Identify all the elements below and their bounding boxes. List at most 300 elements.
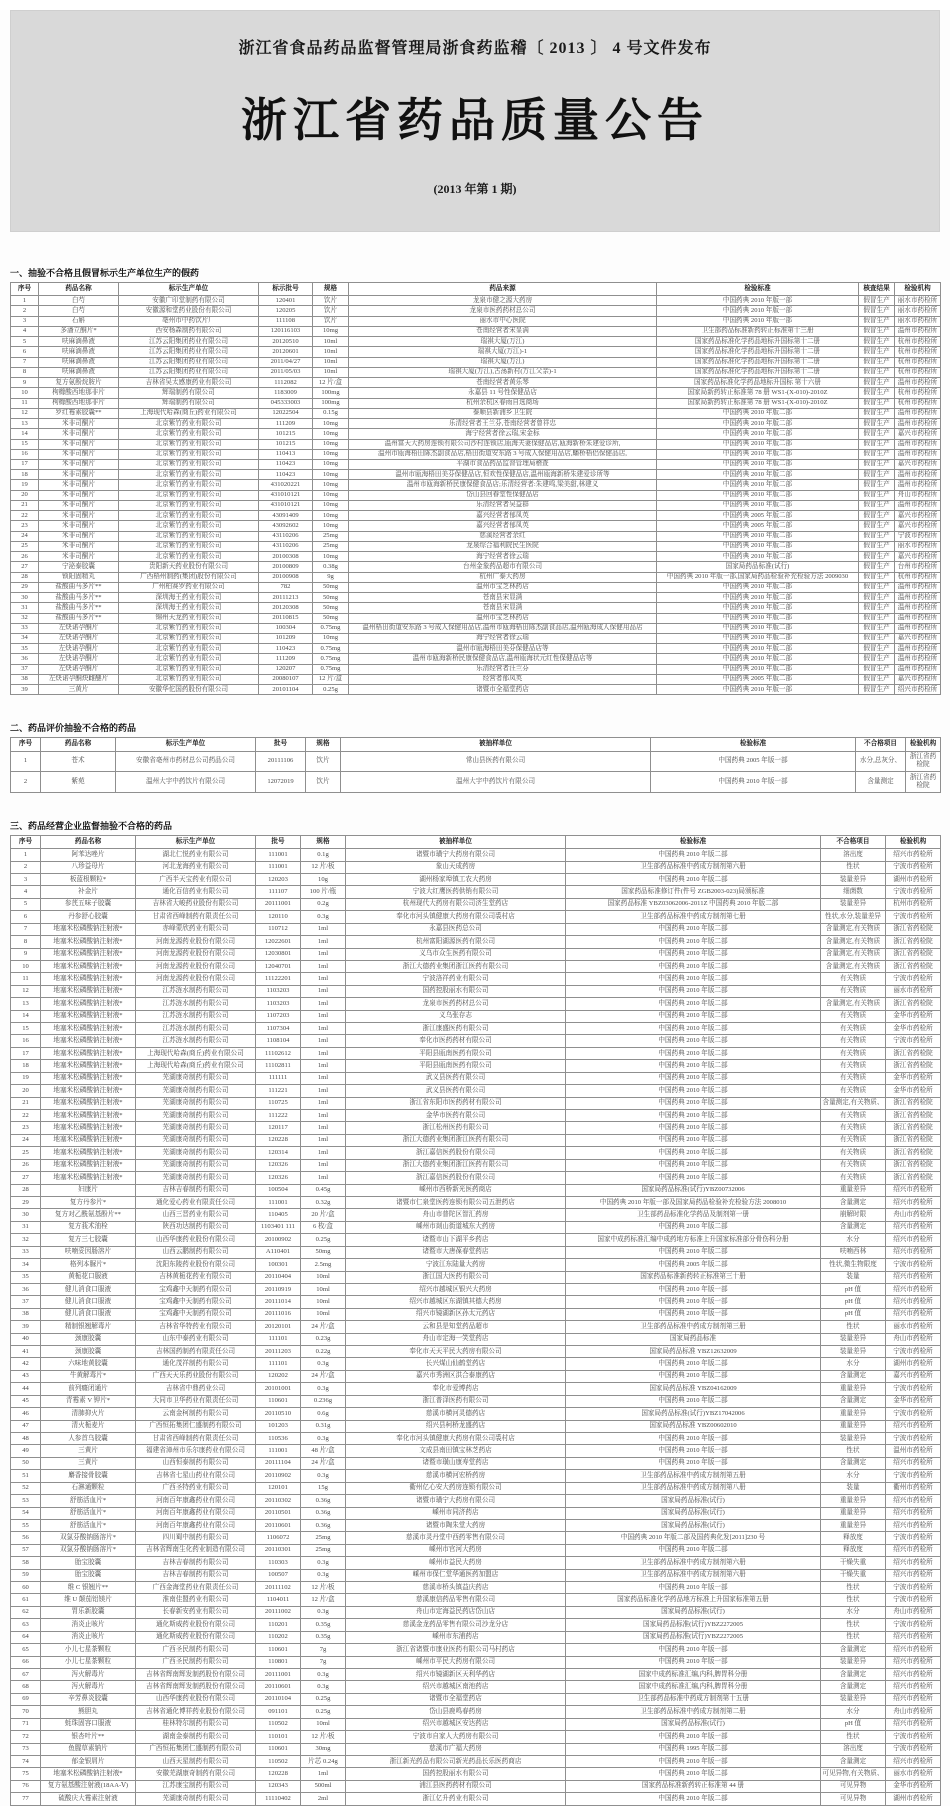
table-cell: 55 <box>11 1519 41 1531</box>
column-header: 序号 <box>11 738 41 751</box>
table-cell: 溶出度 <box>821 1743 886 1755</box>
table-cell: 诸暨市陶朱堂大药房 <box>346 1519 566 1531</box>
table-cell: 9g <box>313 572 349 582</box>
table-cell: 江苏涟水制药有限公司 <box>136 1023 256 1035</box>
table-cell: 中国药典 2010 年版一部 <box>657 685 859 695</box>
table-cell: 1ml <box>301 923 346 935</box>
table-cell: 6 枚/盒 <box>301 1221 346 1233</box>
section-title: 三、药品经营企业监督抽验不合格的药品 <box>10 820 173 831</box>
table-cell: 假冒生产 <box>859 398 895 408</box>
table-cell: 乐清经营者王兰芬,苍南经营者曾祥忠 <box>349 419 657 429</box>
table-cell: 20111104 <box>256 1457 301 1469</box>
column-header: 检验标准 <box>566 835 821 848</box>
table-cell: 3 <box>11 316 39 326</box>
table-cell: 芜湖康奇制药有限公司 <box>136 1793 256 1805</box>
table-cell: 46 <box>11 1408 41 1420</box>
table-cell: 广西恒拓集团仁盛制药有限公司 <box>136 1743 256 1755</box>
table-cell: 盐酸曲马多片** <box>39 593 119 603</box>
table-cell: 有关物质 <box>821 1060 886 1072</box>
table-cell: 绍兴市药检所 <box>886 1234 941 1246</box>
table-cell: 中国药典 2010 年版二部及国药典化发[2011]230 号 <box>566 1532 821 1544</box>
table-cell: 崩解时限 <box>821 1209 886 1221</box>
table-cell: 宝鸡鑫中天制药有限公司 <box>136 1296 256 1308</box>
table-cell: 中国药典 2010 年版二部 <box>657 603 859 613</box>
table-cell: 地塞米松磷酸钠注射液* <box>41 1023 136 1035</box>
table-cell: 2011/04/27 <box>259 357 313 367</box>
table-cell: 12 片/盒 <box>313 378 349 388</box>
table-cell: 浙江省药检院 <box>906 751 941 772</box>
table-cell: 假冒生产 <box>859 449 895 459</box>
table-cell: 含量测定,有关物质 <box>821 948 886 960</box>
table-cell: 1107304 <box>256 1023 301 1035</box>
table-cell: 双氯芬酸钠肠溶片* <box>41 1532 136 1544</box>
table-cell: 嵊州市平民大药房有限公司 <box>346 1656 566 1668</box>
table-cell: 甘肃省西峰制药有限责任公司 <box>136 1432 256 1444</box>
table-cell: 苍南县宋显满 <box>349 603 657 613</box>
table-cell: 110725 <box>256 1097 301 1109</box>
table-cell: 海宁经营者徐云瑞 <box>349 552 657 562</box>
table-cell: 杭州市药检所 <box>895 572 941 582</box>
table-cell: 地塞米松磷酸钠注射液* <box>41 1147 136 1159</box>
table-cell: 中国药典 2010 年版二部 <box>657 644 859 654</box>
table-cell: 10mg <box>313 326 349 336</box>
table-cell: 龙泉市健之源大药房 <box>349 296 657 306</box>
table-cell: 人参首乌胶囊 <box>41 1432 136 1444</box>
table-cell: 12 片/盒 <box>313 674 349 684</box>
table-cell: 嘉兴市秀洲区洪合泰康药店 <box>346 1370 566 1382</box>
table-cell: 上海现代哈森(商丘)药业有限公司 <box>136 1060 256 1072</box>
table-cell: 重量差异 <box>821 1519 886 1531</box>
table-cell: 12072019 <box>256 772 306 793</box>
business-supervision-table <box>10 835 941 1806</box>
table-row <box>11 1681 941 1693</box>
table-cell: 假冒生产 <box>859 623 895 633</box>
table-row <box>11 998 941 1010</box>
table-cell: 国家局药品标准(试行)YBZ2272005 <box>566 1619 821 1631</box>
table-cell: 地塞米松磷酸钠注射液* <box>41 1172 136 1184</box>
table-row <box>11 1793 941 1805</box>
table-cell: 20120308 <box>259 603 313 613</box>
table-cell: 有关物质 <box>821 1085 886 1097</box>
table-header-row <box>11 738 941 751</box>
table-cell: 假冒生产 <box>859 664 895 674</box>
issuer-line: 浙江省食品药品监督管理局浙食药监稽〔 2013 〕 4 号文件发布 <box>238 40 712 57</box>
table-cell: 中国药典 2010 年版一部 <box>566 1731 821 1743</box>
table-cell: 浙江省药检院 <box>886 1159 941 1171</box>
table-cell: 温州市药检所 <box>895 439 941 449</box>
table-cell: 北京紫竹药业有限公司 <box>119 439 259 449</box>
table-cell: 嵊州市东浦药店 <box>346 1631 566 1643</box>
table-cell: 丽水市药检所 <box>895 316 941 326</box>
table-row <box>11 1519 941 1531</box>
column-header: 规格 <box>313 283 349 296</box>
table-cell: 江苏云阳集团药业有限公司 <box>119 357 259 367</box>
table-cell: 白芍 <box>39 296 119 306</box>
table-cell: 中国药典 2010 年版一部 <box>566 1445 821 1457</box>
table-cell: 1ml <box>301 936 346 948</box>
table-cell: 54 <box>11 1507 41 1519</box>
table-cell: 呋麻滴鼻液 <box>39 357 119 367</box>
table-cell: 有关物质 <box>821 1122 886 1134</box>
table-cell: 诸暨市全福堂药店 <box>346 1693 566 1705</box>
table-cell: 长春新安药业有限公司 <box>136 1606 256 1618</box>
table-cell: 有关物质 <box>821 985 886 997</box>
table-cell: 假冒生产 <box>859 439 895 449</box>
table-cell: 贵阳新天药业股份有限公司 <box>119 562 259 572</box>
table-cell: 中国药典 2010 年版二部 <box>566 1023 821 1035</box>
table-row <box>11 1507 941 1519</box>
table-cell: 泰顺县新浦乡卫生院 <box>349 408 657 418</box>
table-cell: 120207 <box>259 664 313 674</box>
table-row <box>11 1246 941 1258</box>
table-cell: 地塞米松磷酸钠注射液* <box>41 960 136 972</box>
table-cell: 国家中成药标准汇编,内科,脾胃科分册 <box>566 1681 821 1693</box>
table-cell: 丽水市中心医院 <box>349 316 657 326</box>
table-row <box>11 326 941 336</box>
table-row <box>11 337 941 347</box>
table-cell: 51 <box>11 1470 41 1482</box>
table-cell: 通化斯威药业股份有限公司 <box>136 1619 256 1631</box>
table-cell: 米非司酮片 <box>39 449 119 459</box>
table-cell: 米非司酮片 <box>39 480 119 490</box>
table-row <box>11 644 941 654</box>
table-cell: 北京紫竹药业有限公司 <box>119 419 259 429</box>
table-row <box>11 1544 941 1556</box>
column-header: 规格 <box>306 738 341 751</box>
table-cell: 假冒生产 <box>859 685 895 695</box>
column-header: 检验标准 <box>657 283 859 296</box>
table-cell: 中国药典 2010 年版一部及国家局药品检验补充检验方法 2008010 <box>566 1196 821 1208</box>
table-cell: 26 <box>11 1159 41 1171</box>
table-row <box>11 1209 941 1221</box>
table-row <box>11 1718 941 1730</box>
table-cell: 中国药典 2010 年版一部 <box>566 1755 821 1767</box>
table-cell: 含量测定,有关物质 <box>821 998 886 1010</box>
table-cell: 中国药典 2010 年版二部 <box>657 582 859 592</box>
table-row <box>11 316 941 326</box>
table-cell: 111209 <box>259 654 313 664</box>
table-cell: 110423 <box>259 470 313 480</box>
table-cell: 复方氨酚烷胺片 <box>39 378 119 388</box>
table-cell: 嘉兴市药检所 <box>895 552 941 562</box>
table-cell: 绍兴市药检所 <box>886 1221 941 1233</box>
table-cell: 小儿七星茶颗粒 <box>41 1644 136 1656</box>
table-cell: 2.5mg <box>301 1259 346 1271</box>
page-title: 浙江省药品质量公告 <box>241 95 709 146</box>
table-cell: 绍兴市药检所 <box>886 1557 941 1569</box>
table-cell: 释放度 <box>821 1532 886 1544</box>
table-cell: 20111203 <box>256 1346 301 1358</box>
table-cell: 舒筋活血片* <box>41 1507 136 1519</box>
table-cell: 呋麻滴鼻液 <box>39 337 119 347</box>
table-cell: 杭州广泰大药房 <box>349 572 657 582</box>
table-cell: 细菌数 <box>821 886 886 898</box>
table-cell: 罗红霉素胶囊** <box>39 408 119 418</box>
table-cell: 卫生部药品标准中药成方制剂第十五册 <box>566 1693 821 1705</box>
table-cell: 国家局药品标准 <box>566 1333 821 1345</box>
table-cell: 卫生部药品标准新药转正标准第十三册 <box>657 326 859 336</box>
table-cell: 吉林省大峻药业股份有限公司 <box>136 898 256 910</box>
table-cell: 1ml <box>301 1085 346 1097</box>
table-cell: 中国药典 2010 年版二部 <box>657 633 859 643</box>
table-cell: 38 <box>11 674 39 684</box>
table-cell: 绍兴市药检所 <box>886 1644 941 1656</box>
table-cell: 中国药典 2010 年版二部 <box>566 985 821 997</box>
table-cell: 绍兴市药检所 <box>886 1308 941 1320</box>
table-row <box>11 664 941 674</box>
table-cell: 嵊州市官河大药房 <box>346 1544 566 1556</box>
table-cell: 7 <box>11 923 41 935</box>
table-cell: 平阳县瓯南医药有限公司 <box>346 1060 566 1072</box>
table-cell: 义乌市众生医药有限公司 <box>346 948 566 960</box>
table-cell: 乐清经营者吴益群 <box>349 500 657 510</box>
table-cell: 31 <box>11 1221 41 1233</box>
table-row <box>11 1072 941 1084</box>
table-cell: 溶出度 <box>821 849 886 861</box>
table-cell: 18 <box>11 470 39 480</box>
table-cell: 中国药典 2010 年版二部 <box>566 1221 821 1233</box>
table-cell: 24 片/盒 <box>301 1321 346 1333</box>
table-cell: 10mg <box>313 439 349 449</box>
table-cell: 辛芳鼻炎胶囊 <box>41 1693 136 1705</box>
table-row <box>11 1060 941 1072</box>
table-cell: 杭州富阳湖源医药有限公司 <box>346 936 566 948</box>
table-cell: 补金片 <box>41 886 136 898</box>
table-cell: 中国药典 2010 年版二部 <box>566 1047 821 1059</box>
table-cell: 浙江大德药业集团浙江医药有限公司 <box>346 960 566 972</box>
table-cell: 北京紫竹药业有限公司 <box>119 500 259 510</box>
table-row <box>11 849 941 861</box>
table-cell: 20100902 <box>256 1234 301 1246</box>
table-cell: 43091409 <box>259 511 313 521</box>
table-cell: 假冒生产 <box>859 511 895 521</box>
table-cell: 110502 <box>256 1718 301 1730</box>
table-row <box>11 898 941 910</box>
table-cell: 奉化市河头镇健康大药房有限公司裘村店 <box>346 1432 566 1444</box>
table-row <box>11 408 941 418</box>
table-cell: 1ml <box>301 1122 346 1134</box>
table-cell: 42 <box>11 1358 41 1370</box>
table-cell: 含量测定 <box>821 1681 886 1693</box>
table-row <box>11 490 941 500</box>
table-cell: 20110601 <box>256 1681 301 1693</box>
table-cell: 27 <box>11 562 39 572</box>
table-cell: 左炔诺孕酮片 <box>39 644 119 654</box>
table-cell: 1183009 <box>259 388 313 398</box>
table-cell: 25mg <box>301 1532 346 1544</box>
table-cell: 12040701 <box>256 960 301 972</box>
table-row <box>11 552 941 562</box>
table-cell: 瑞祺大厦(万江) <box>349 357 657 367</box>
table-cell: 1ml <box>301 1159 346 1171</box>
table-cell: 白芍 <box>39 306 119 316</box>
table-cell: 绍兴市越城区安达药店 <box>346 1718 566 1730</box>
table-cell: 35 <box>11 644 39 654</box>
table-cell: 浙江省药检院 <box>886 1097 941 1109</box>
table-cell: 盐酸曲马多片** <box>39 613 119 623</box>
table-cell: 中国药典 2010 年版二部 <box>566 849 821 861</box>
table-cell: 111222 <box>256 1110 301 1122</box>
table-cell: 111221 <box>256 1085 301 1097</box>
table-cell: 丽水市药检所 <box>886 985 941 997</box>
table-cell: 1108104 <box>256 1035 301 1047</box>
table-cell: 110423 <box>259 459 313 469</box>
table-cell: 0.3g <box>301 1569 346 1581</box>
table-cell: 1ml <box>301 1072 346 1084</box>
table-cell: 假冒生产 <box>859 429 895 439</box>
table-cell: 丽水市药检所 <box>895 296 941 306</box>
column-header: 序号 <box>11 835 41 848</box>
table-cell: 河南百年康鑫药业有限公司 <box>136 1495 256 1507</box>
table-cell: 20120601 <box>259 347 313 357</box>
table-cell: 岱山县回春堂性保健品店 <box>349 490 657 500</box>
table-cell: 68 <box>11 1681 41 1693</box>
table-cell: 绍兴市药检所 <box>886 1755 941 1767</box>
table-cell: 国家局药品标准(试行)YBZ00732006 <box>566 1184 821 1196</box>
table-cell: 中国药典 2010 年版二部 <box>566 1395 821 1407</box>
table-cell: 10mg <box>313 521 349 531</box>
table-cell: 假冒生产 <box>859 459 895 469</box>
table-cell: 101203 <box>256 1420 301 1432</box>
table-cell: 12022601 <box>256 936 301 948</box>
table-row <box>11 1408 941 1420</box>
table-cell: 卫生部药品标准中药成方制剂第六册 <box>566 1557 821 1569</box>
table-row <box>11 562 941 572</box>
table-cell: 岱山县鹿鸣春药房 <box>346 1706 566 1718</box>
table-cell: 33 <box>11 623 39 633</box>
table-cell: 台州金象药品超市有限公司 <box>349 562 657 572</box>
table-cell: 温州大宇中药饮片有限公司 <box>341 772 651 793</box>
table-cell: 国家局药品标准(试行) <box>566 1495 821 1507</box>
table-cell: 绍兴市药检所 <box>886 1196 941 1208</box>
table-cell: 卫生部药品标准化学药品及制剂第一册 <box>566 1209 821 1221</box>
table-cell: 0.75mg <box>313 644 349 654</box>
column-header: 检验机构 <box>895 283 941 296</box>
table-cell: 2 <box>11 772 41 793</box>
table-cell: 三黄片 <box>41 1457 136 1469</box>
table-cell: 59 <box>11 1569 41 1581</box>
table-row <box>11 603 941 613</box>
table-cell: 67 <box>11 1669 41 1681</box>
table-cell: 10mg <box>313 552 349 562</box>
table-row <box>11 582 941 592</box>
table-cell: 中国药典 2005 年版二部 <box>657 511 859 521</box>
table-cell: 中国药典 2010 年版一部,国家局药品检验补充检验方法 2009030 <box>657 572 859 582</box>
table-cell: 110536 <box>256 1432 301 1444</box>
table-cell: 性状,水分,装量差异 <box>821 911 886 923</box>
table-cell: 板蓝根颗粒* <box>41 874 136 886</box>
table-cell: 20101104 <box>259 685 313 695</box>
table-cell: 120343 <box>256 1780 301 1792</box>
table-cell: 3 <box>11 874 41 886</box>
table-cell: 江苏云阳集团药业有限公司 <box>119 367 259 377</box>
table-cell: 嵊州市西桥新光医药商店 <box>346 1184 566 1196</box>
table-cell: 1103203 <box>256 985 301 997</box>
table-cell: 0.31g <box>301 1420 346 1432</box>
table-cell: 11102811 <box>256 1060 301 1072</box>
table-cell: 18 <box>11 1060 41 1072</box>
table-row <box>11 521 941 531</box>
table-row <box>11 1296 941 1308</box>
table-cell: 舒筋活血片* <box>41 1519 136 1531</box>
table-row <box>11 772 941 793</box>
column-header: 检验标准 <box>651 738 856 751</box>
table-cell: 30 <box>11 1209 41 1221</box>
table-cell: 吉林省华特药业有限公司 <box>136 1321 256 1333</box>
table-cell: 浙江省药检院 <box>886 1147 941 1159</box>
table-cell: 浙江省诸暨市康业医药有限公司马村药店 <box>346 1644 566 1656</box>
table-cell: 23 <box>11 521 39 531</box>
table-cell: 嵊州市益民大药房 <box>346 1557 566 1569</box>
table-row <box>11 1470 941 1482</box>
table-cell: 地塞米松磷酸钠注射液* <box>41 923 136 935</box>
table-cell: 浙江省药检院 <box>886 960 941 972</box>
table-cell: 性状 <box>821 1321 886 1333</box>
table-cell: 宁波市药检所 <box>886 1582 941 1594</box>
table-cell: 银杏叶片** <box>41 1731 136 1743</box>
table-cell: 有关物质 <box>821 1072 886 1084</box>
table-cell: 国家药品标准化学药品地标升国标 第十六册 <box>657 378 859 388</box>
table-row <box>11 936 941 948</box>
table-cell: 金华市药检所 <box>886 1072 941 1084</box>
table-cell: 象山天成药房 <box>346 861 566 873</box>
table-row <box>11 419 941 429</box>
table-cell: 假冒生产 <box>859 490 895 500</box>
column-header: 药品来源 <box>349 283 657 296</box>
table-cell: 舟山市药检所 <box>886 1209 941 1221</box>
table-cell: 绍兴市镜湖新区天利华药店 <box>346 1669 566 1681</box>
table-cell: 干燥失重 <box>821 1557 886 1569</box>
table-cell: 25 <box>11 541 39 551</box>
table-cell: 8 <box>11 936 41 948</box>
table-cell: 龙泉市医药药材总公司 <box>349 306 657 316</box>
table-cell: 国家局药品标准(试行) <box>566 1507 821 1519</box>
table-cell: 温州市药检所 <box>895 664 941 674</box>
table-cell: 38 <box>11 1308 41 1320</box>
table-row <box>11 1023 941 1035</box>
table-cell: 中国药典 2010 年版二部 <box>566 1159 821 1171</box>
table-cell: 慈溪市广福大药房 <box>346 1743 566 1755</box>
table-cell: 米非司酮片 <box>39 470 119 480</box>
table-cell: 100304 <box>259 623 313 633</box>
table-cell: 110712 <box>256 923 301 935</box>
table-cell: 米非司酮片 <box>39 511 119 521</box>
table-cell: 1112082 <box>259 378 313 388</box>
table-cell: 0.1g <box>301 849 346 861</box>
table-cell: 中国药典 2010 年版一部 <box>657 316 859 326</box>
table-cell: 米非司酮片 <box>39 490 119 500</box>
table-cell: 卫生部药品标准中药成方制剂第六册 <box>566 861 821 873</box>
table-cell: 山西三晋药业有限公司 <box>136 1209 256 1221</box>
table-cell: 水分 <box>821 1358 886 1370</box>
table-row <box>11 1594 941 1606</box>
table-cell: 中国药典 2010 年版二部 <box>657 429 859 439</box>
sections-container <box>10 266 940 1806</box>
table-cell: 河南龙源药业股份有限公司 <box>136 973 256 985</box>
table-cell: 6 <box>11 911 41 923</box>
table-cell: 清肺抑火片 <box>41 1408 136 1420</box>
table-cell: 绍兴市药检所 <box>895 685 941 695</box>
table-cell: 呋喃西林 <box>821 1246 886 1258</box>
table-cell: 中国药典 2010 年版二部 <box>566 1085 821 1097</box>
table-cell: 山西华康药业股份有限公司 <box>136 1693 256 1705</box>
table-cell: 76 <box>11 1780 41 1792</box>
table-cell: 地塞米松磷酸钠注射液* <box>41 1085 136 1097</box>
table-cell: 含量测定 <box>821 1370 886 1382</box>
table-cell: 广西圣民制药有限公司 <box>136 1644 256 1656</box>
table-cell: 温州市药检所 <box>895 623 941 633</box>
table-cell: 宁波市药检所 <box>886 1383 941 1395</box>
